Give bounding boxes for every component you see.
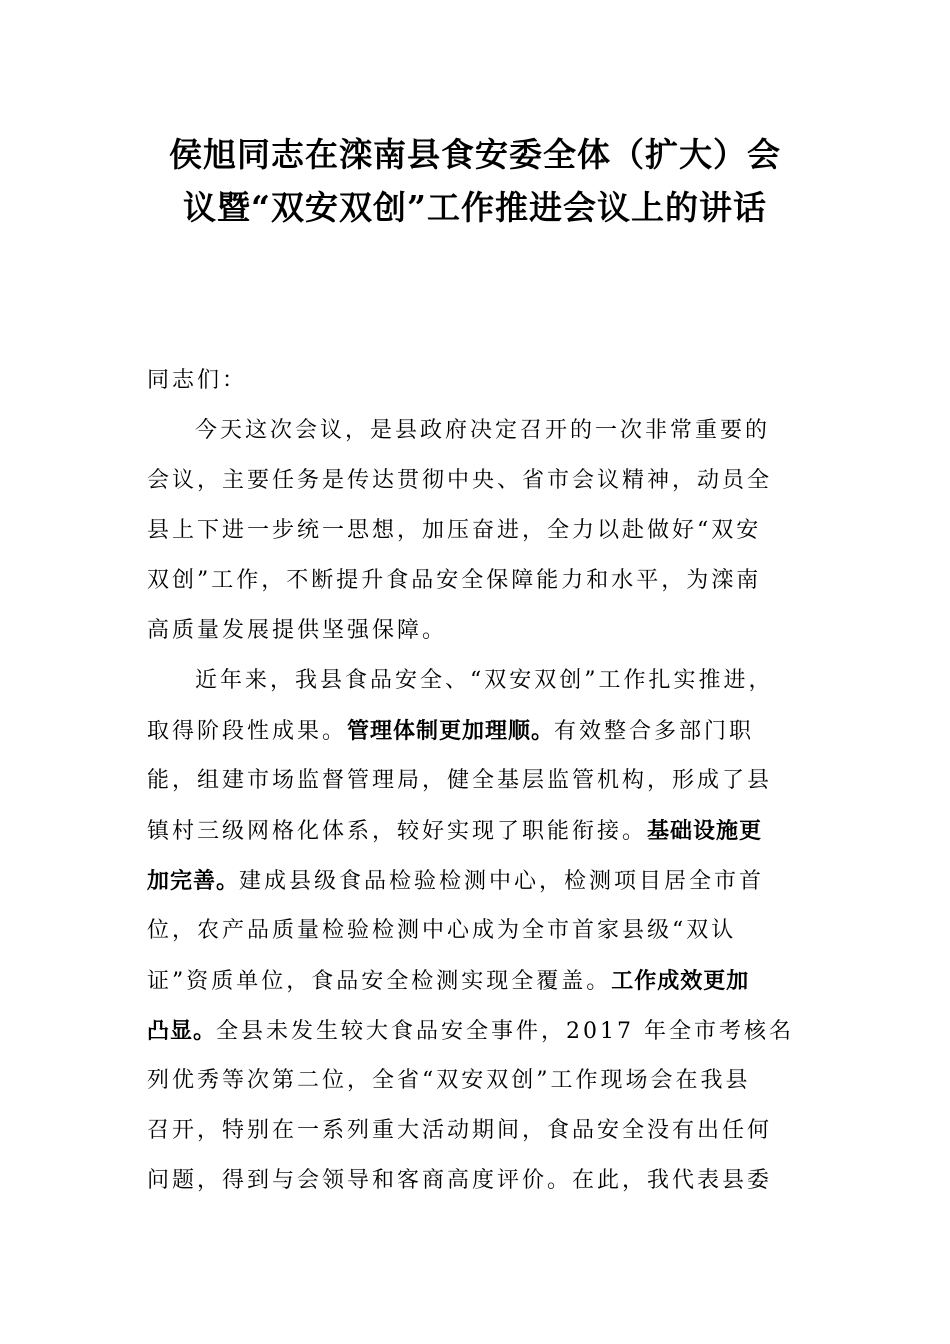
body-text-segment: 问题，得到与会领导和客商高度评价。在此，我代表县委: [147, 1168, 773, 1193]
body-text-segment: 高质量发展提供坚强保障。: [147, 618, 448, 643]
body-text-segment: 会议，主要任务是传达贯彻中央、省市会议精神，动员全: [147, 468, 773, 493]
body-text-segment: 有效整合多部门职: [554, 719, 755, 744]
body-line: [147, 656, 807, 706]
body-line: [147, 1056, 807, 1106]
salutation: 同志们：: [147, 368, 248, 393]
body-line: [147, 456, 807, 506]
body-text-segment: 镇村三级网格化体系，较好实现了职能衔接。: [147, 819, 648, 844]
body-text-segment: 双创”工作，不断提升食品安全保障能力和水平，为滦南: [147, 568, 762, 593]
body-text-segment: 今天这次会议，是县政府决定召开的一次非常重要的: [195, 418, 771, 443]
document-title: [100, 128, 850, 234]
body-line: [147, 1156, 807, 1206]
body-text-segment: 全县未发生较大食品安全事件，2017 年全市考核名: [216, 1019, 794, 1044]
document-body: [147, 356, 807, 1206]
body-line: [147, 406, 807, 456]
body-line: [147, 556, 807, 606]
title-line-2: 议暨“双安双创”工作推进会议上的讲话: [183, 188, 767, 227]
body-text: [147, 406, 807, 1206]
body-text-segment: 列优秀等次第二位，全省“双安双创”工作现场会在我县: [147, 1068, 751, 1093]
body-text-segment: 位，农产品质量检验检测中心成为全市首家县级“双认: [147, 918, 737, 943]
body-line: [147, 806, 807, 856]
body-line: [147, 606, 807, 656]
body-line: [147, 856, 807, 906]
bold-heading-text: 基础设施更: [647, 818, 763, 844]
body-line: [147, 506, 807, 556]
body-text-segment: 取得阶段性成果。: [147, 719, 348, 744]
bold-heading-text: 工作成效更加: [611, 968, 750, 994]
bold-heading-text: 管理体制更加理顺。: [347, 718, 555, 744]
title-line-1: 侯旭同志在滦南县食安委全体（扩大）会: [169, 135, 781, 174]
body-text-segment: 召开，特别在一系列重大活动期间，食品安全没有出任何: [147, 1118, 773, 1143]
body-line: [147, 1106, 807, 1156]
body-line: [147, 956, 807, 1006]
body-text-segment: 近年来，我县食品安全、“双安双创”工作扎实推进，: [195, 668, 774, 693]
body-line: [147, 706, 807, 756]
body-text-segment: 证”资质单位，食品安全检测实现全覆盖。: [147, 969, 612, 994]
bold-heading-text: 凸显。: [147, 1018, 217, 1044]
body-line: [147, 906, 807, 956]
body-line: [147, 756, 807, 806]
body-line: [147, 1006, 807, 1056]
body-text-segment: 能，组建市场监督管理局，健全基层监管机构，形成了县: [147, 768, 773, 793]
bold-heading-text: 加完善。: [147, 868, 240, 894]
body-text-segment: 建成县级食品检验检测中心，检测项目居全市首: [239, 869, 765, 894]
body-text-segment: 县上下进一步统一思想，加压奋进，全力以赴做好“双安: [147, 518, 762, 543]
